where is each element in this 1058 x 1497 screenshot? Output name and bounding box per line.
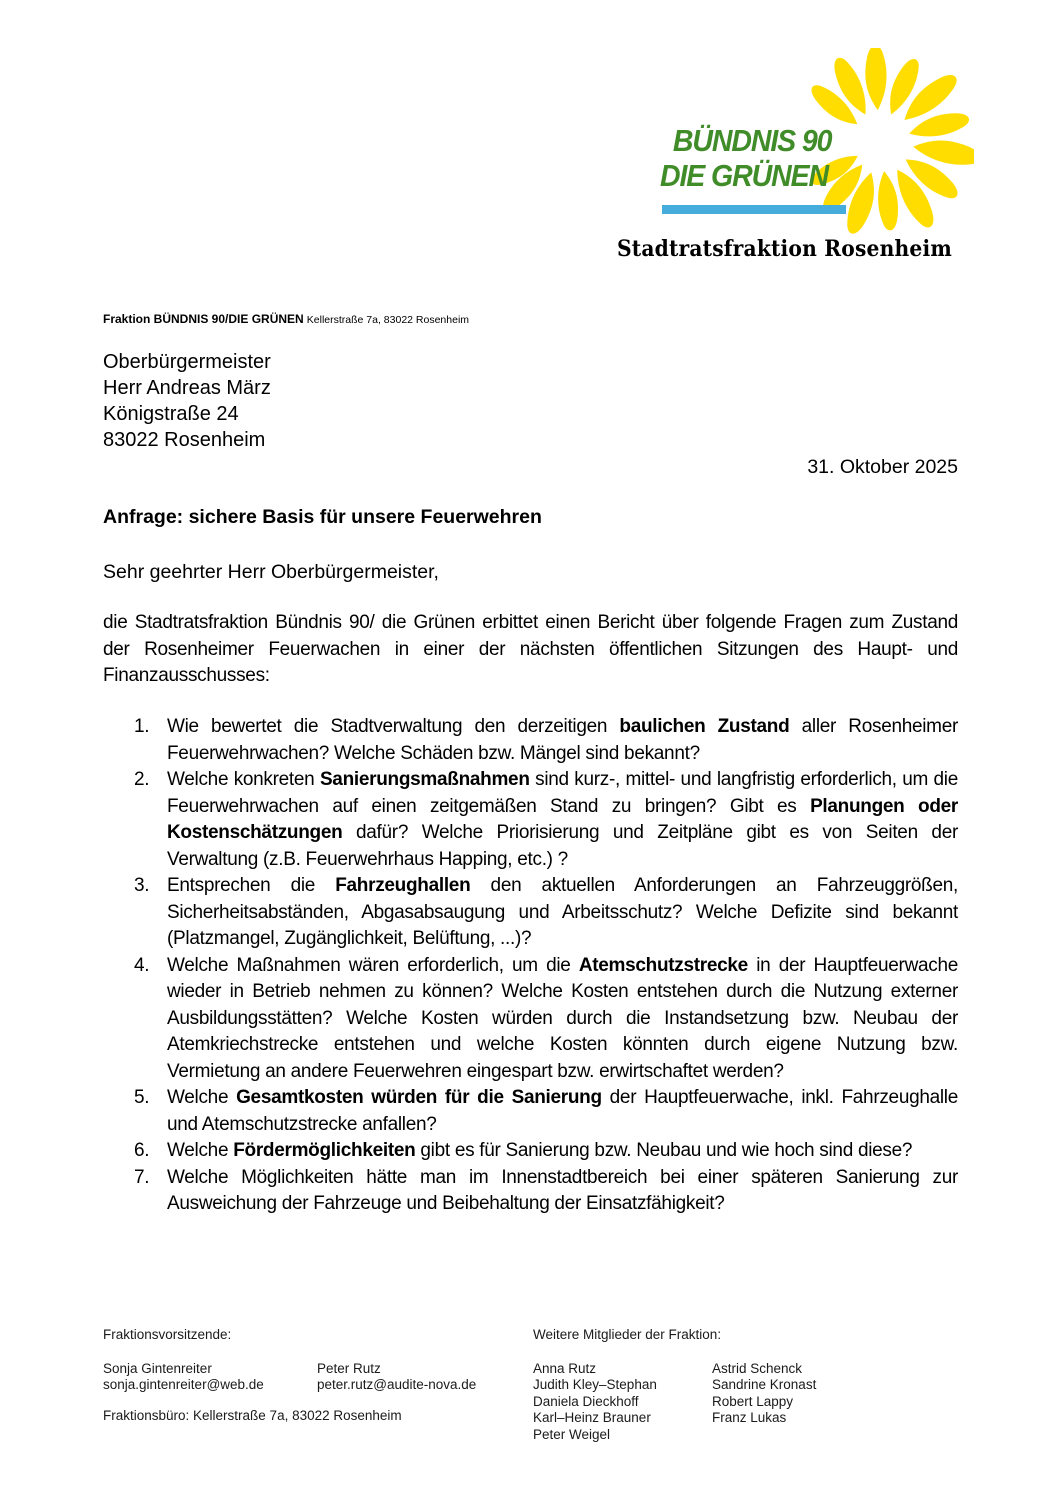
question-item	[103, 714, 958, 767]
logo-underline	[662, 205, 846, 214]
question-item	[103, 767, 958, 873]
sender-address: Kellerstraße 7a, 83022 Rosenheim	[306, 314, 470, 326]
footer-office-address: Fraktionsbüro: Kellerstraße 7a, 83022 Rosenheim	[103, 1407, 402, 1423]
question-text: Welche Gesamtkosten würden für die Sanierung der Hauptfeuerwache, inkl. Fahrzeughalle und Atemschutzstrecke anfallen?	[167, 1087, 958, 1135]
question-item	[103, 1165, 958, 1218]
question-text: Welche Fördermöglichkeiten gibt es für Sanierung bzw. Neubau und wie hoch sind diese?	[167, 1140, 913, 1161]
footer-person-name: Sonja Gintenreiter	[103, 1360, 212, 1376]
fraction-member: Sandrine Kronast	[712, 1377, 817, 1392]
organization-title: Stadtratsfraktion Rosenheim	[617, 236, 952, 262]
footer-person-email: sonja.gintenreiter@web.de	[103, 1377, 264, 1392]
question-text: Welche Möglichkeiten hätte man im Innenstadtbereich bei einer späteren Sanierung zur Ausweichung der Fahrzeuge und Beibehaltung der Einsatzfähigkeit?	[167, 1166, 958, 1214]
salutation: Sehr geehrter Herr Oberbürgermeister,	[103, 561, 439, 583]
footer-person-email: peter.rutz@audite-nova.de	[317, 1377, 477, 1392]
party-wordmark-line1: BÜNDNIS 90	[672, 123, 832, 158]
footer-members	[533, 1361, 973, 1444]
question-list	[103, 714, 958, 1218]
question-number: 4.	[134, 954, 150, 976]
footer-person-name: Peter Rutz	[317, 1360, 381, 1376]
fraction-member: Daniela Dieckhoff	[533, 1393, 639, 1409]
fraction-member: Robert Lappy	[712, 1393, 794, 1409]
question-text: Entsprechen die Fahrzeughallen den aktuellen Anforderungen an Fahrzeuggrößen, Sicherheitsabständen, Abgasabsaugung und Arbeitsschutz? Welche Defizite sind bekannt (Platzmangel, Zugänglichkeit, Belüftung, ...)?	[167, 875, 959, 949]
sunflower-petal	[863, 48, 889, 111]
sunflower-petal	[874, 170, 902, 232]
question-text: Welche Maßnahmen wären erforderlich, um die Atemschutzstrecke in der Hauptfeuerwache wieder in Betrieb nehmen zu können? Welche Kosten entstehen durch die Nutzung externer Ausbildungsstätten? Welche Kosten würden durch die Instandsetzung bzw. Neubau der Atemkriechstrecke entstehen und welche Kosten könnten durch eigene Nutzung bzw. Vermietung an andere Feuerwehren eingespart bzw. erwirtschaftet werden?	[167, 954, 958, 1082]
question-number: 7.	[134, 1166, 150, 1188]
footer-chairs	[103, 1361, 523, 1394]
fraction-member: Anna Rutz	[533, 1360, 597, 1376]
members-col1	[533, 1361, 712, 1444]
fraction-member: Astrid Schenck	[712, 1360, 803, 1376]
question-number: 1.	[134, 716, 150, 737]
question-text: Welche konkreten Sanierungsmaßnahmen sind kurz-, mittel- und langfristig erforderlich, um die Feuerwehrwachen auf einen zeitgemäßen Stand zu bringen? Gibt es Planungen oder Kostenschätzungen dafür? Welche Priorisierung und Zeitpläne gibt es von Seiten der Verwaltung (z.B. Feuerwehrhaus Happing, etc.) ?	[167, 769, 958, 870]
question-item	[103, 1085, 958, 1138]
recipient-line: Herr Andreas März	[103, 377, 271, 399]
fraction-member: Franz Lukas	[712, 1410, 787, 1425]
footer-person	[317, 1361, 476, 1394]
question-number: 2.	[134, 769, 150, 790]
recipient-line: Oberbürgermeister	[103, 351, 271, 373]
question-item	[103, 873, 958, 953]
letter-date: 31. Oktober 2025	[807, 456, 958, 478]
question-number: 3.	[134, 875, 150, 896]
footer-left-column	[103, 1327, 523, 1424]
question-item	[103, 953, 958, 1086]
recipient-address	[103, 349, 271, 453]
intro-paragraph: die Stadtratsfraktion Bündnis 90/ die Grünen erbittet einen Bericht über folgende Fragen zum Zustand der Rosenheimer Feuerwachen in einer der nächsten öffentlichen Sitzungen des Haupt- und Finanzausschusses:	[103, 612, 958, 686]
footer-person	[103, 1361, 264, 1394]
sender-fraction-name: Fraktion BÜNDNIS 90/DIE GRÜNEN	[103, 312, 304, 326]
members-col2	[712, 1361, 891, 1444]
sender-line	[103, 312, 469, 326]
question-number: 6.	[134, 1140, 150, 1161]
footer-right-column	[533, 1327, 973, 1443]
party-wordmark	[660, 123, 831, 193]
subject-line: Anfrage: sichere Basis für unsere Feuerwehren	[103, 506, 542, 528]
recipient-line: Königstraße 24	[103, 403, 239, 425]
fraction-member: Peter Weigel	[533, 1426, 611, 1442]
question-text: Wie bewertet die Stadtverwaltung den derzeitigen baulichen Zustand aller Rosenheimer Feuerwehrwachen? Welche Schäden bzw. Mängel sind bekannt?	[167, 716, 959, 764]
fraction-member: Judith Kley–Stephan	[533, 1377, 657, 1392]
question-item	[103, 1138, 958, 1165]
recipient-line: 83022 Rosenheim	[103, 429, 266, 451]
party-wordmark-line2: DIE GRÜNEN	[660, 158, 829, 193]
question-number: 5.	[134, 1087, 150, 1108]
footer-chairs-heading: Fraktionsvorsitzende:	[103, 1327, 232, 1342]
footer-members-heading: Weitere Mitglieder der Fraktion:	[533, 1327, 722, 1342]
fraction-member: Karl–Heinz Brauner	[533, 1410, 651, 1425]
